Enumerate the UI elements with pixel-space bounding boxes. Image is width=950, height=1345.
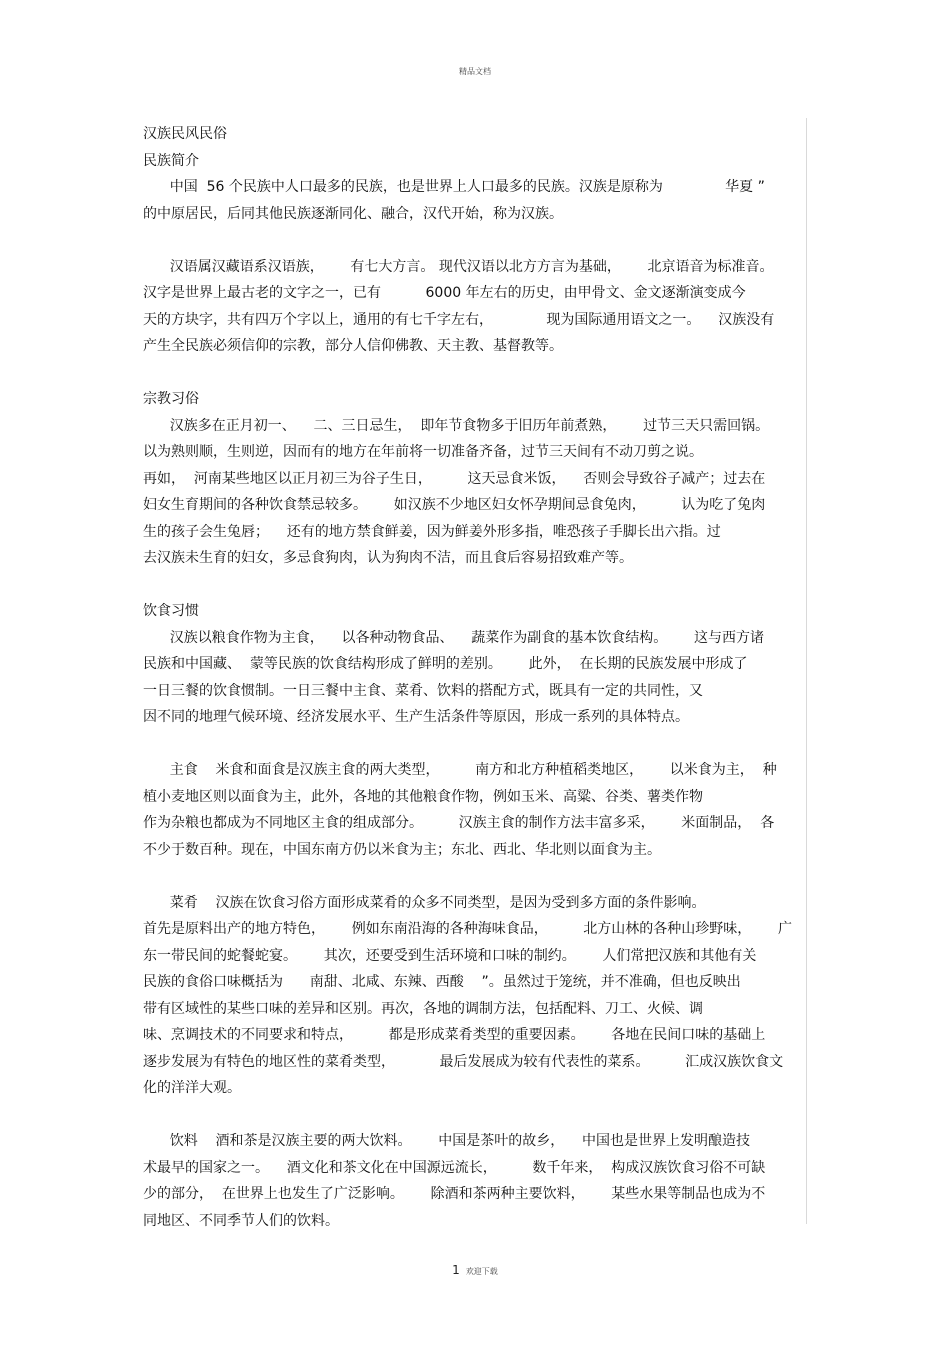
paragraph-gap <box>143 360 805 387</box>
right-margin-rule <box>806 118 807 1224</box>
document-body <box>143 121 805 1234</box>
paragraph-line: 饮料 酒和茶是汉族主要的两大饮料。 中国是茶叶的故乡， 中国也是世界上发明酿造技 <box>143 1133 751 1149</box>
footer-text: 欢迎下载 <box>465 1267 498 1276</box>
page-number: 1 <box>452 1263 460 1277</box>
paragraph-line: 味、烹调技术的不同要求和特点， 都是形成菜肴类型的重要因素。 各地在民间口味的基础上 <box>143 1027 766 1043</box>
paragraph-line: 再如， 河南某些地区以正月初三为谷子生日， 这天忌食米饭， 否则会导致谷子减产；过去在 <box>143 470 766 487</box>
paragraph-line: 去汉族未生育的妇女，多忌食狗肉，认为狗肉不洁，而且食后容易招致难产等。 <box>143 550 633 566</box>
paragraph-line: 术最早的国家之一。 酒文化和茶文化在中国源远流长， 数千年来， 构成汉族饮食习俗不可缺 <box>143 1159 766 1176</box>
paragraph-line: 一日三餐的饮食惯制。一日三餐中主食、菜肴、饮料的搭配方式，既具有一定的共同性，又 <box>143 682 703 699</box>
paragraph-line: 主食 米食和面食是汉族主食的两大类型， 南方和北方种植稻类地区， 以米食为主， 种 <box>143 762 777 778</box>
section-heading-religion: 宗教习俗 <box>143 391 199 407</box>
paragraph-line: 东一带民间的蛇餐蛇宴。 其次，还要受到生活环境和口味的制约。 人们常把汉族和其他有关 <box>143 947 757 964</box>
paragraph-line: 化的洋洋大观。 <box>143 1080 241 1096</box>
paragraph-line: 汉族以粮食作物为主食， 以各种动物食品、 蔬菜作为副食的基本饮食结构。 这与西方诸 <box>143 629 765 646</box>
document-title: 汉族民风民俗 <box>143 126 227 142</box>
page-footer <box>0 1259 950 1278</box>
paragraph-line: 植小麦地区则以面食为主，此外，各地的其他粮食作物，例如玉米、高粱、谷类、薯类作物 <box>143 788 703 805</box>
paragraph-line: 汉字是世界上最古老的文字之一，已有 6000 年左右的历史，由甲骨文、金文逐渐演变成今 <box>143 285 746 301</box>
paragraph-line: 首先是原料出产的地方特色， 例如东南沿海的各种海味食品， 北方山林的各种山珍野味， 广 <box>143 921 793 937</box>
paragraph-gap <box>143 227 805 254</box>
paragraph-line: 以为熟则顺，生则逆，因而有的地方在年前将一切准备齐备，过节三天间有不动刀剪之说。 <box>143 444 703 460</box>
paragraph-gap <box>143 572 805 599</box>
paragraph-line: 汉族多在正月初一、 二、三日忌生， 即年节食物多于旧历年前煮熟， 过节三天只需回锅。 <box>143 417 770 434</box>
paragraph-line: 同地区、不同季节人们的饮料。 <box>143 1212 339 1229</box>
header-watermark: 精品文档 <box>459 67 491 76</box>
paragraph-line: 带有区域性的某些口味的差异和区别。再次，各地的调制方法，包括配料、刀工、火候、调 <box>143 1000 703 1017</box>
paragraph-line: 民族和中国藏、 蒙等民族的饮食结构形成了鲜明的差别。 此外， 在长期的民族发展中形成了 <box>143 656 748 672</box>
paragraph-line: 产生全民族必须信仰的宗教，部分人信仰佛教、天主教、基督教等。 <box>143 338 563 354</box>
paragraph-line: 妇女生育期间的各种饮食禁忌较多。 如汉族不少地区妇女怀孕期间忌食兔肉， 认为吃了兔肉 <box>143 497 766 513</box>
paragraph-gap <box>143 1102 805 1129</box>
section-heading-intro: 民族简介 <box>143 152 199 169</box>
paragraph-gap <box>143 863 805 890</box>
paragraph-gap <box>143 731 805 758</box>
paragraph-line: 中国 56 个民族中人口最多的民族，也是世界上人口最多的民族。汉族是原称为 华夏 ” <box>143 179 765 195</box>
paragraph-line: 民族的食俗口味概括为 南甜、北咸、东辣、西酸 ”。虽然过于笼统，并不准确，但也反映出 <box>143 974 741 990</box>
paragraph-line: 不少于数百种。现在，中国东南方仍以米食为主；东北、西北、华北则以面食为主。 <box>143 841 661 858</box>
paragraph-line: 少的部分， 在世界上也发生了广泛影响。 除酒和茶两种主要饮料， 某些水果等制品也成为不 <box>143 1186 766 1202</box>
paragraph-line: 作为杂粮也都成为不同地区主食的组成部分。 汉族主食的制作方法丰富多采， 米面制品， 各 <box>143 815 775 831</box>
section-heading-diet: 饮食习惯 <box>143 603 199 619</box>
paragraph-line: 汉语属汉藏语系汉语族， 有七大方言。 现代汉语以北方方言为基础， 北京语音为标准音。 <box>143 258 774 275</box>
paragraph-line: 天的方块字，共有四万个字以上，通用的有七千字左右， 现为国际通用语文之一。 汉族没有 <box>143 311 775 328</box>
paragraph-line: 逐步发展为有特色的地区性的菜肴类型， 最后发展成为较有代表性的菜系。 汇成汉族饮食文 <box>143 1053 784 1070</box>
paragraph-line: 的中原居民，后同其他民族逐渐同化、融合，汉代开始，称为汉族。 <box>143 205 563 222</box>
paragraph-line: 生的孩子会生兔唇； 还有的地方禁食鲜姜，因为鲜姜外形多指，唯恐孩子手脚长出六指。过 <box>143 523 721 540</box>
paragraph-line: 菜肴 汉族在饮食习俗方面形成菜肴的众多不同类型，是因为受到多方面的条件影响。 <box>143 894 706 911</box>
paragraph-line: 因不同的地理气候环境、经济发展水平、生产生活条件等原因，形成一系列的具体特点。 <box>143 709 689 725</box>
